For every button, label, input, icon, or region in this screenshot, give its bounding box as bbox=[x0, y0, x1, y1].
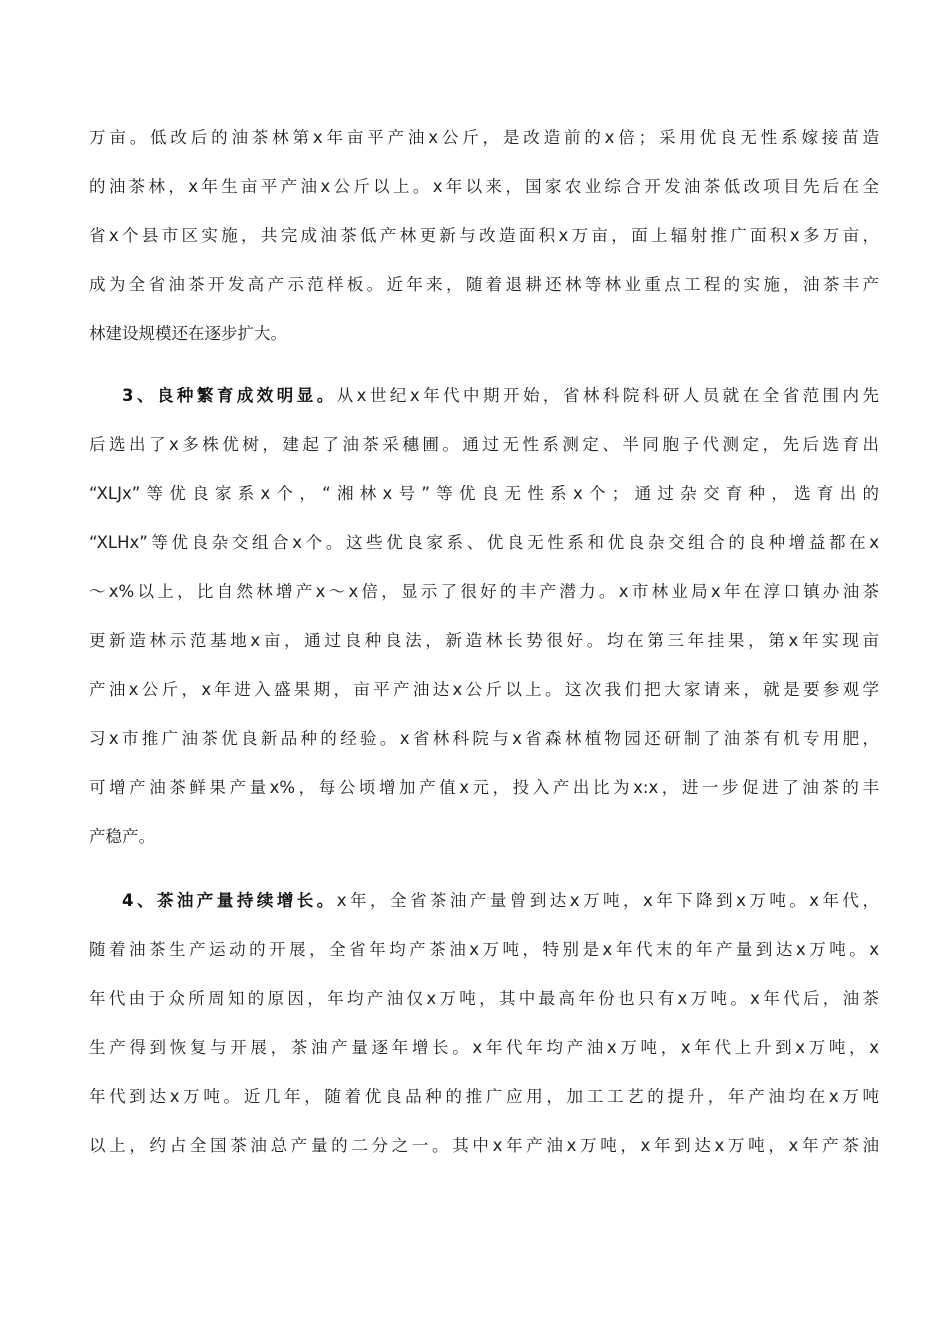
text-line: 可增产油茶鲜果产量x%，每公顷增加产值x元，投入产出比为x:x，进一步促进了油茶的丰 bbox=[89, 778, 879, 797]
text-line: 的油茶林，x年生亩平产油x公斤以上。x年以来，国家农业综合开发油茶低改项目先后在全 bbox=[89, 177, 879, 196]
text-line: 更新造林示范基地x亩，通过良种良法，新造林长势很好。均在第三年挂果，第x年实现亩 bbox=[89, 631, 879, 650]
text-line: “XLJx”等优良家系x个，“湘林x号”等优良无性系x个；通过杂交育种，选育出的 bbox=[89, 484, 879, 503]
text-line: 以上，约占全国茶油总产量的二分之一。其中x年产油x万吨，x年到达x万吨，x年产茶油 bbox=[89, 1136, 879, 1155]
paragraph-first-line bbox=[122, 886, 879, 916]
text-line: 习x市推广油茶优良新品种的经验。x省林科院与x省森林植物园还研制了油茶有机专用肥， bbox=[89, 729, 879, 748]
text-line: 产稳产。 bbox=[89, 827, 155, 846]
section-heading: 4、茶油产量持续增长。 bbox=[122, 891, 337, 910]
section-heading: 3、良种繁育成效明显。 bbox=[122, 386, 337, 405]
paragraph-first-line bbox=[122, 381, 879, 411]
text-line: 产油x公斤，x年进入盛果期，亩平产油达x公斤以上。这次我们把大家请来，就是要参观学 bbox=[89, 680, 879, 699]
text-run: x年，全省茶油产量曾到达x万吨，x年下降到x万吨。x年代， bbox=[336, 891, 880, 910]
text-line: “XLHx”等优良杂交组合x个。这些优良家系、优良无性系和优良杂交组合的良种增益都在x bbox=[89, 533, 879, 552]
text-line: 成为全省油茶开发高产示范样板。近年来，随着退耕还林等林业重点工程的实施，油茶丰产 bbox=[89, 275, 879, 294]
text-line: 年代由于众所周知的原因，年均产油仅x万吨，其中最高年份也只有x万吨。x年代后，油茶 bbox=[89, 989, 879, 1008]
text-line: 年代到达x万吨。近几年，随着优良品种的推广应用，加工工艺的提升，年产油均在x万吨 bbox=[89, 1087, 879, 1106]
text-line: ～x%以上，比自然林增产x～x倍，显示了很好的丰产潜力。x市林业局x年在淳口镇办油茶 bbox=[89, 582, 879, 601]
text-line: 后选出了x多株优树，建起了油茶采穗圃。通过无性系测定、半同胞子代测定，先后选育出 bbox=[89, 435, 879, 454]
text-line: 生产得到恢复与开展，茶油产量逐年增长。x年代年均产油x万吨，x年代上升到x万吨，x bbox=[89, 1038, 879, 1057]
text-run: 从x世纪x年代中期开始，省林科院科研人员就在全省范围内先 bbox=[336, 386, 879, 405]
text-line: 随着油茶生产运动的开展，全省年均产茶油x万吨，特别是x年代末的年产量到达x万吨。x bbox=[89, 940, 879, 959]
text-line: 万亩。低改后的油茶林第x年亩平产油x公斤，是改造前的x倍；采用优良无性系嫁接苗造 bbox=[89, 128, 879, 147]
text-line: 省x个县市区实施，共完成油茶低产林更新与改造面积x万亩，面上辐射推广面积x多万亩， bbox=[89, 226, 879, 245]
text-line: 林建设规模还在逐步扩大。 bbox=[89, 324, 287, 343]
